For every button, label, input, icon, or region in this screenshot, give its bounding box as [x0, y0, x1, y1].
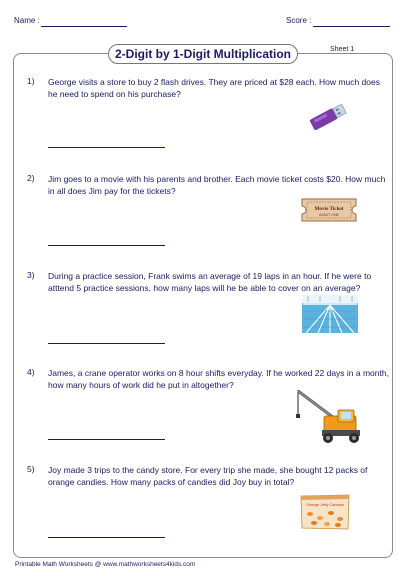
question-text: George visits a store to buy 2 flash drives. They are priced at $28 each. How much does he need to spend on his purchase? [48, 77, 380, 99]
worksheet-title: 2-Digit by 1-Digit Multiplication [108, 44, 298, 64]
ticket-subtitle: ADMIT ONE [319, 213, 339, 217]
flash-drive-icon [306, 100, 350, 134]
question-text: During a practice session, Frank swims an average of 19 laps in an hour. If he were to atttend 5 practice sessions, how many laps will he be able to cover on an average? [48, 271, 372, 293]
answer-line-3[interactable] [48, 343, 165, 344]
question-number: 2) [27, 173, 35, 183]
sheet-label: Sheet 1 [330, 46, 355, 53]
candy-pack-icon [300, 494, 350, 530]
question-number: 3) [27, 270, 35, 280]
answer-line-5[interactable] [48, 537, 165, 538]
question-text: James, a crane operator works on 8 hour shifts everyday. If he worked 22 days in a month, how many hours of work did he put in altogether? [48, 368, 389, 390]
answer-line-2[interactable] [48, 245, 165, 246]
candy-pack-label: Orange Jelly Candies [305, 502, 345, 507]
score-label: Score : [286, 16, 312, 25]
question-number: 5) [27, 464, 35, 474]
score-field[interactable] [313, 26, 390, 27]
name-label: Name : [14, 16, 40, 25]
ticket-title: Movie Ticket [314, 206, 344, 212]
footer-credit: Printable Math Worksheets @ www.mathworksheets4kids.com [15, 561, 196, 568]
swimming-pool-icon [302, 295, 358, 333]
answer-line-1[interactable] [48, 147, 165, 148]
answer-line-4[interactable] [48, 439, 165, 440]
question-number: 4) [27, 367, 35, 377]
question-text: Jim goes to a movie with his parents and brother. Each movie ticket costs $20. How much in all does Jim pay for the tickets? [48, 174, 386, 196]
movie-ticket-icon [300, 197, 358, 223]
name-field[interactable] [41, 26, 127, 27]
question-number: 1) [27, 76, 35, 86]
crane-icon [294, 388, 364, 446]
question-text: Joy made 3 trips to the candy store. For every trip she made, she bought 12 packs of orange candies. How many packs of candies did Joy buy in total? [48, 465, 368, 487]
